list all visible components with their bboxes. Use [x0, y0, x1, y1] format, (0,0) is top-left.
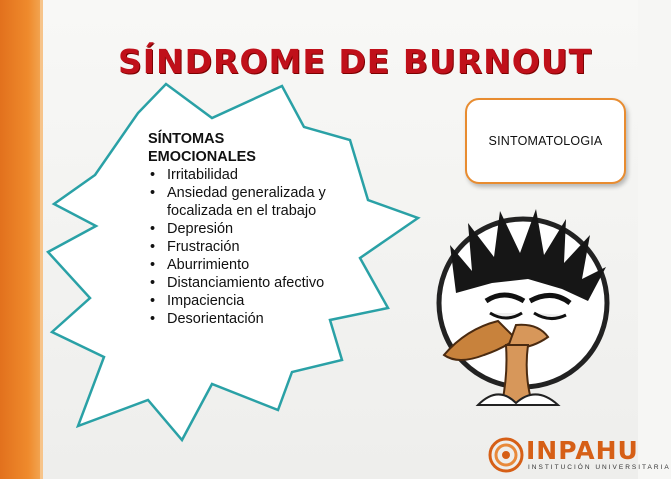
symptoms-heading-line2: EMOCIONALES: [148, 149, 256, 165]
list-item: • Desorientación: [148, 310, 343, 328]
list-item: • Ansiedad generalizada y focalizada en el trabajo: [148, 184, 343, 220]
logo-subtitle: INSTITUCIÓN UNIVERSITARIA: [528, 464, 671, 471]
inpahu-logo-mark-icon: [488, 437, 524, 473]
list-item: • Aburrimiento: [148, 256, 343, 274]
list-item: • Depresión: [148, 220, 343, 238]
list-item: • Frustración: [148, 238, 343, 256]
sintomatologia-box: SINTOMATOLOGIA: [465, 98, 626, 184]
slide-title: SÍNDROME DE BURNOUT: [118, 42, 593, 81]
exhausted-face-illustration: [428, 205, 618, 415]
symptoms-list: [148, 166, 343, 328]
list-item: • Distanciamiento afectivo: [148, 274, 343, 292]
symptoms-heading-line1: SÍNTOMAS: [148, 131, 225, 147]
symptoms-list-block: [148, 130, 343, 328]
list-item: • Impaciencia: [148, 292, 343, 310]
inpahu-logo: [488, 436, 671, 477]
list-item: • Irritabilidad: [148, 166, 343, 184]
logo-name: INPAHU: [526, 436, 639, 465]
